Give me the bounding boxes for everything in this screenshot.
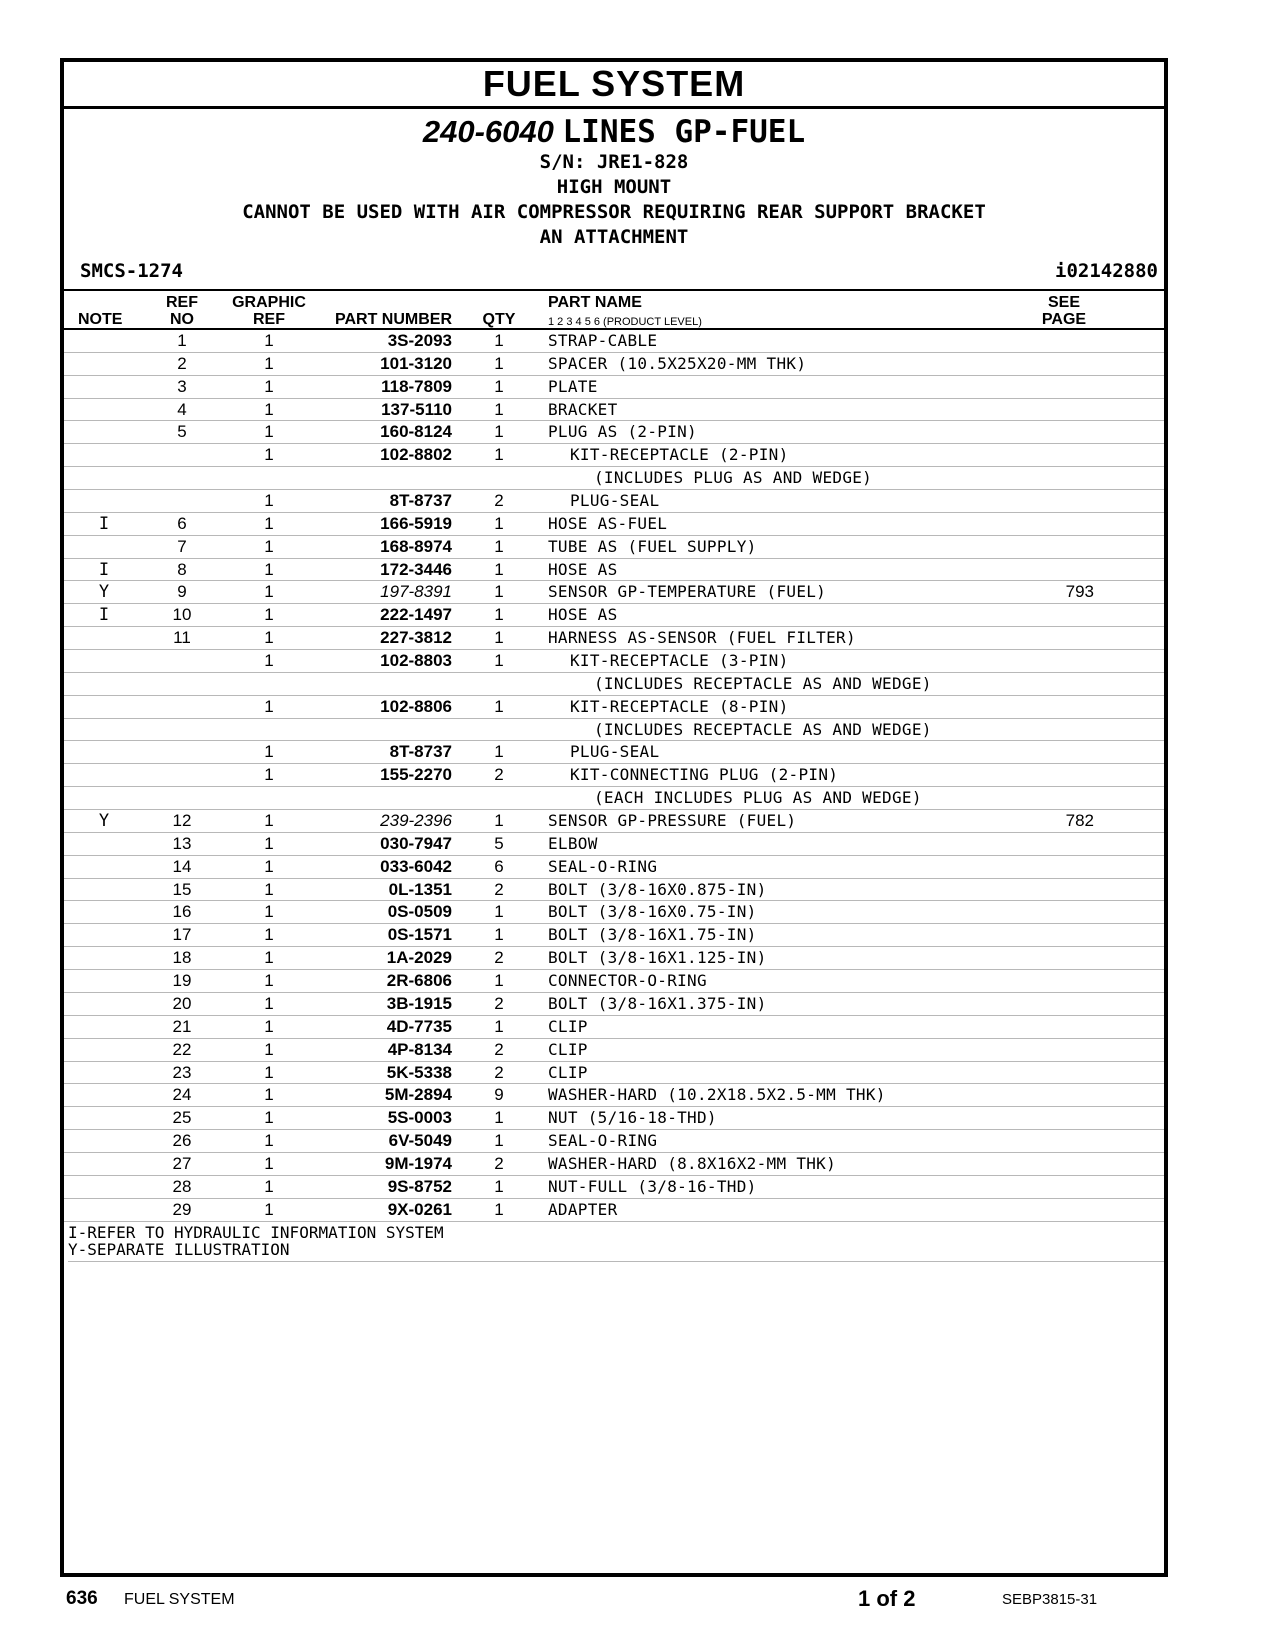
qty-cell: 1: [494, 582, 504, 602]
qty-cell: 2: [494, 1039, 504, 1059]
graphic-ref-cell: 1: [264, 1062, 274, 1082]
ref-no-cell: 18: [172, 948, 192, 968]
part-number-cell: 6V-5049: [388, 1131, 452, 1151]
section-title: FUEL SYSTEM: [64, 62, 1164, 109]
note-line: Y-SEPARATE ILLUSTRATION: [68, 1239, 290, 1259]
part-number-cell: 155-2270: [380, 765, 452, 785]
table-row: [64, 696, 1164, 719]
part-number-cell: 222-1497: [380, 605, 452, 625]
header-line: CANNOT BE USED WITH AIR COMPRESSOR REQUIRING REAR SUPPORT BRACKET: [242, 201, 986, 223]
col-header-gref-line2: REF: [253, 311, 285, 328]
part-name-cell: KIT-RECEPTACLE (8-PIN): [570, 696, 789, 716]
part-name-cell: KIT-RECEPTACLE (2-PIN): [570, 445, 789, 465]
table-row: [64, 490, 1164, 513]
table-row: [64, 741, 1164, 764]
part-number-cell: 5S-0003: [387, 1108, 452, 1128]
ref-no-cell: 19: [172, 971, 192, 991]
part-name-cell: KIT-RECEPTACLE (3-PIN): [570, 651, 789, 671]
graphic-ref-cell: 1: [264, 422, 274, 442]
table-row: [64, 650, 1164, 673]
graphic-ref-cell: 1: [264, 651, 274, 671]
table-row: [64, 581, 1164, 604]
col-header-part-name: PART NAME: [548, 294, 642, 311]
col-header-ref-line1: REF: [166, 294, 198, 311]
part-number-cell: 101-3120: [380, 353, 452, 373]
table-row: [64, 444, 1164, 467]
ref-no-cell: 24: [172, 1085, 192, 1105]
smcs-code: SMCS-1274: [80, 260, 183, 282]
ref-no-cell: 16: [172, 902, 192, 922]
table-row: [64, 856, 1164, 879]
part-number-cell: 030-7947: [380, 833, 452, 853]
table-row: [64, 467, 1164, 490]
illustration-id: i02142880: [1055, 260, 1158, 282]
qty-cell: 1: [494, 1199, 504, 1219]
see-page-cell: 793: [1065, 582, 1094, 602]
part-name-cell: HOSE AS-FUEL: [548, 513, 668, 533]
ref-no-cell: 25: [172, 1108, 192, 1128]
col-header-ref-line2: NO: [170, 311, 194, 328]
part-number-cell: 1A-2029: [386, 948, 452, 968]
ref-no-cell: 29: [172, 1199, 192, 1219]
part-name-cell: PLUG AS (2-PIN): [548, 422, 697, 442]
col-header-see-line1: SEE: [1047, 294, 1080, 311]
part-name-cell: (INCLUDES RECEPTACLE AS AND WEDGE): [594, 719, 932, 739]
qty-cell: 1: [494, 925, 504, 945]
graphic-ref-cell: 1: [264, 742, 274, 762]
table-row: [64, 1107, 1164, 1130]
qty-cell: 5: [494, 833, 504, 853]
page-frame: [60, 58, 1168, 1577]
graphic-ref-cell: 1: [264, 582, 274, 602]
table-row: [64, 993, 1164, 1016]
part-name-cell: BOLT (3/8-16X1.75-IN): [548, 925, 757, 945]
header-line: AN ATTACHMENT: [539, 226, 689, 248]
graphic-ref-cell: 1: [264, 765, 274, 785]
part-number-cell: 8T-8737: [389, 742, 452, 762]
ref-no-cell: 7: [177, 536, 187, 556]
qty-cell: 1: [494, 331, 504, 350]
table-row: [64, 947, 1164, 970]
part-number-cell: 4D-7735: [386, 1016, 452, 1036]
col-header-gref-line1: GRAPHIC: [232, 294, 306, 311]
qty-cell: 2: [494, 765, 504, 785]
part-number-cell: 5M-2894: [384, 1085, 452, 1105]
part-number-cell: 160-8124: [380, 422, 452, 442]
table-row: [64, 879, 1164, 902]
part-number-cell: 3B-1915: [386, 993, 452, 1013]
ref-no-cell: 2: [177, 353, 187, 373]
part-name-cell: HARNESS AS-SENSOR (FUEL FILTER): [548, 628, 856, 648]
graphic-ref-cell: 1: [264, 971, 274, 991]
part-number-cell: 0S-0509: [387, 902, 452, 922]
part-number-cell: 0S-1571: [387, 925, 452, 945]
part-number-cell: 9M-1974: [384, 1153, 452, 1173]
table-row: [64, 970, 1164, 993]
qty-cell: 1: [494, 445, 504, 465]
graphic-ref-cell: 1: [264, 696, 274, 716]
ref-no-cell: 28: [172, 1176, 192, 1196]
part-number-cell: 172-3446: [380, 559, 452, 579]
graphic-ref-cell: 1: [264, 353, 274, 373]
table-row: [64, 376, 1164, 399]
qty-cell: 1: [494, 605, 504, 625]
part-number-cell: 5K-5338: [386, 1062, 452, 1082]
table-row: [64, 1084, 1164, 1107]
graphic-ref-cell: 1: [264, 1153, 274, 1173]
part-name-cell: SEAL-O-RING: [548, 856, 658, 876]
part-name-cell: STRAP-CABLE: [548, 331, 658, 350]
ref-no-cell: 20: [172, 993, 192, 1013]
table-row: [64, 536, 1164, 559]
part-name-cell: BRACKET: [548, 399, 618, 419]
part-name-cell: WASHER-HARD (10.2X18.5X2.5-MM THK): [548, 1085, 886, 1105]
part-name-cell: BOLT (3/8-16X0.75-IN): [548, 902, 757, 922]
part-number-cell: 3S-2093: [387, 331, 452, 350]
qty-cell: 1: [494, 513, 504, 533]
graphic-ref-cell: 1: [264, 536, 274, 556]
qty-cell: 1: [494, 1016, 504, 1036]
table-row: [64, 1176, 1164, 1199]
graphic-ref-cell: 1: [264, 491, 274, 511]
qty-cell: 1: [494, 811, 504, 831]
group-title: [64, 114, 1164, 150]
notes-block: [68, 1224, 1164, 1262]
part-name-cell: HOSE AS: [548, 559, 618, 579]
part-name-cell: (EACH INCLUDES PLUG AS AND WEDGE): [594, 788, 922, 808]
part-name-cell: CONNECTOR-O-RING: [548, 971, 707, 991]
header-line: HIGH MOUNT: [556, 176, 672, 198]
ref-no-cell: 17: [172, 925, 192, 945]
graphic-ref-cell: 1: [264, 1108, 274, 1128]
ref-no-cell: 22: [172, 1039, 192, 1059]
qty-cell: 1: [494, 628, 504, 648]
qty-cell: 6: [494, 856, 504, 876]
part-name-cell: CLIP: [548, 1062, 588, 1082]
page-of: 1 of 2: [858, 1586, 916, 1611]
part-name-cell: NUT-FULL (3/8-16-THD): [548, 1176, 757, 1196]
group-number: 240-6040: [422, 114, 554, 149]
qty-cell: 1: [494, 559, 504, 579]
part-number-cell: 2R-6806: [386, 971, 452, 991]
part-name-cell: BOLT (3/8-16X1.375-IN): [548, 993, 767, 1013]
see-page-cell: 782: [1065, 811, 1094, 831]
part-number-cell: 8T-8737: [389, 491, 452, 511]
graphic-ref-cell: 1: [264, 879, 274, 899]
note-cell: I: [98, 513, 110, 534]
graphic-ref-cell: 1: [264, 399, 274, 419]
qty-cell: 1: [494, 1108, 504, 1128]
group-name: LINES GP-FUEL: [562, 114, 806, 150]
part-number-cell: 102-8802: [380, 445, 452, 465]
graphic-ref-cell: 1: [264, 559, 274, 579]
part-name-cell: SENSOR GP-PRESSURE (FUEL): [548, 811, 797, 831]
part-name-cell: PLUG-SEAL: [570, 491, 660, 511]
table-row: [64, 399, 1164, 422]
part-number-cell: 102-8806: [380, 696, 452, 716]
table-row: [64, 1062, 1164, 1085]
part-number-cell: 4P-8134: [387, 1039, 452, 1059]
part-number-cell: 137-5110: [381, 399, 452, 419]
graphic-ref-cell: 1: [264, 376, 274, 396]
serial-number-line: S/N: JRE1-828: [539, 151, 689, 173]
table-row: [64, 627, 1164, 650]
qty-cell: 2: [494, 1153, 504, 1173]
graphic-ref-cell: 1: [264, 513, 274, 533]
part-number-cell: 0L-1351: [388, 879, 452, 899]
graphic-ref-cell: 1: [264, 993, 274, 1013]
note-cell: I: [98, 559, 110, 580]
graphic-ref-cell: 1: [264, 1039, 274, 1059]
table-row: [64, 513, 1164, 536]
col-header-see-line2: PAGE: [1041, 311, 1087, 328]
note-cell: Y: [98, 582, 110, 603]
qty-cell: 2: [494, 879, 504, 899]
ref-no-cell: 27: [172, 1153, 192, 1173]
qty-cell: 1: [494, 971, 504, 991]
table-row: [64, 604, 1164, 627]
part-name-cell: SPACER (10.5X25X20-MM THK): [548, 353, 807, 373]
part-name-cell: ELBOW: [548, 833, 598, 853]
qty-cell: 1: [494, 353, 504, 373]
note-cell: Y: [98, 811, 110, 832]
table-row: [64, 1016, 1164, 1039]
ref-no-cell: 10: [172, 605, 192, 625]
part-number-cell: 166-5919: [380, 513, 452, 533]
col-header-see-page: [1034, 294, 1094, 328]
table-row: [64, 924, 1164, 947]
part-name-cell: PLUG-SEAL: [570, 742, 660, 762]
part-number-cell: 168-8974: [380, 536, 452, 556]
ref-no-cell: 5: [177, 422, 187, 442]
ref-no-cell: 21: [172, 1016, 192, 1036]
qty-cell: 2: [494, 948, 504, 968]
col-header-graphic-ref: [224, 294, 314, 328]
page-footer: [0, 1586, 1275, 1616]
part-number-cell: 9S-8752: [387, 1176, 452, 1196]
page-number: 636: [66, 1588, 98, 1609]
part-name-cell: ADAPTER: [548, 1199, 618, 1219]
table-row: [64, 1039, 1164, 1062]
part-name-cell: WASHER-HARD (8.8X16X2-MM THK): [548, 1153, 837, 1173]
table-row: [64, 673, 1164, 696]
footer-section: FUEL SYSTEM: [124, 1591, 235, 1608]
ref-no-cell: 9: [177, 582, 187, 602]
table-row: [64, 1130, 1164, 1153]
table-row: [64, 719, 1164, 742]
qty-cell: 1: [494, 1176, 504, 1196]
graphic-ref-cell: 1: [264, 948, 274, 968]
part-name-cell: BOLT (3/8-16X1.125-IN): [548, 948, 767, 968]
qty-cell: 1: [494, 651, 504, 671]
ref-no-cell: 6: [177, 513, 187, 533]
qty-cell: 1: [494, 742, 504, 762]
part-name-cell: NUT (5/16-18-THD): [548, 1108, 717, 1128]
qty-cell: 1: [494, 422, 504, 442]
graphic-ref-cell: 1: [264, 811, 274, 831]
part-number-cell: 197-8391: [380, 582, 452, 602]
qty-cell: 1: [494, 1131, 504, 1151]
table-row: [64, 764, 1164, 787]
part-number-cell: 9X-0261: [387, 1199, 452, 1219]
table-row: [64, 421, 1164, 444]
part-name-cell: SENSOR GP-TEMPERATURE (FUEL): [548, 582, 827, 602]
graphic-ref-cell: 1: [264, 1176, 274, 1196]
ref-no-cell: 26: [172, 1131, 192, 1151]
graphic-ref-cell: 1: [264, 331, 274, 350]
note-line: I-REFER TO HYDRAULIC INFORMATION SYSTEM: [68, 1222, 444, 1242]
graphic-ref-cell: 1: [264, 833, 274, 853]
qty-cell: 1: [494, 536, 504, 556]
graphic-ref-cell: 1: [264, 445, 274, 465]
graphic-ref-cell: 1: [264, 925, 274, 945]
qty-cell: 1: [494, 399, 504, 419]
part-name-cell: BOLT (3/8-16X0.875-IN): [548, 879, 767, 899]
ref-no-cell: 14: [172, 856, 192, 876]
part-name-cell: CLIP: [548, 1016, 588, 1036]
table-row: [64, 901, 1164, 924]
parts-table: [64, 328, 1164, 1222]
ref-no-cell: 15: [172, 879, 192, 899]
ref-no-cell: 23: [172, 1062, 192, 1082]
table-row: [64, 810, 1164, 833]
qty-cell: 1: [494, 902, 504, 922]
part-number-cell: 239-2396: [380, 811, 452, 831]
graphic-ref-cell: 1: [264, 1199, 274, 1219]
header-divider: [64, 289, 1164, 291]
table-row: [64, 353, 1164, 376]
graphic-ref-cell: 1: [264, 856, 274, 876]
part-number-cell: 227-3812: [380, 628, 452, 648]
table-row: [64, 1153, 1164, 1176]
qty-cell: 2: [494, 993, 504, 1013]
col-header-product-level: 1 2 3 4 5 6 (PRODUCT LEVEL): [548, 316, 702, 328]
ref-no-cell: 1: [177, 331, 187, 350]
ref-no-cell: 13: [172, 833, 192, 853]
document-id: SEBP3815-31: [1002, 1591, 1098, 1608]
ref-no-cell: 11: [173, 628, 191, 648]
part-name-cell: KIT-CONNECTING PLUG (2-PIN): [570, 765, 839, 785]
graphic-ref-cell: 1: [264, 1131, 274, 1151]
graphic-ref-cell: 1: [264, 1016, 274, 1036]
part-name-cell: SEAL-O-RING: [548, 1131, 658, 1151]
part-number-cell: 118-7809: [381, 376, 452, 396]
qty-cell: 2: [494, 491, 504, 511]
col-header-part-number: PART NUMBER: [334, 311, 452, 328]
graphic-ref-cell: 1: [264, 902, 274, 922]
qty-cell: 1: [494, 696, 504, 716]
qty-cell: 2: [494, 1062, 504, 1082]
col-header-ref: [162, 294, 202, 328]
part-name-cell: HOSE AS: [548, 605, 618, 625]
part-name-cell: PLATE: [548, 376, 598, 396]
qty-cell: 9: [494, 1085, 504, 1105]
part-name-cell: (INCLUDES RECEPTACLE AS AND WEDGE): [594, 673, 932, 693]
note-cell: I: [98, 605, 110, 626]
part-name-cell: TUBE AS (FUEL SUPPLY): [548, 536, 757, 556]
qty-cell: 1: [494, 376, 504, 396]
graphic-ref-cell: 1: [264, 1085, 274, 1105]
graphic-ref-cell: 1: [264, 628, 274, 648]
table-row: [64, 833, 1164, 856]
part-number-cell: 102-8803: [380, 651, 452, 671]
part-number-cell: 033-6042: [380, 856, 452, 876]
ref-no-cell: 12: [172, 811, 192, 831]
ref-no-cell: 3: [177, 376, 187, 396]
ref-no-cell: 8: [177, 559, 187, 579]
group-header: [64, 114, 1164, 250]
table-row: [64, 559, 1164, 582]
ref-no-cell: 4: [177, 399, 187, 419]
graphic-ref-cell: 1: [264, 605, 274, 625]
part-name-cell: CLIP: [548, 1039, 588, 1059]
col-header-qty: QTY: [482, 311, 516, 328]
table-row: [64, 330, 1164, 353]
col-header-note: NOTE: [78, 311, 123, 328]
table-row: [64, 787, 1164, 810]
part-name-cell: (INCLUDES PLUG AS AND WEDGE): [594, 468, 873, 488]
table-row: [64, 1199, 1164, 1222]
